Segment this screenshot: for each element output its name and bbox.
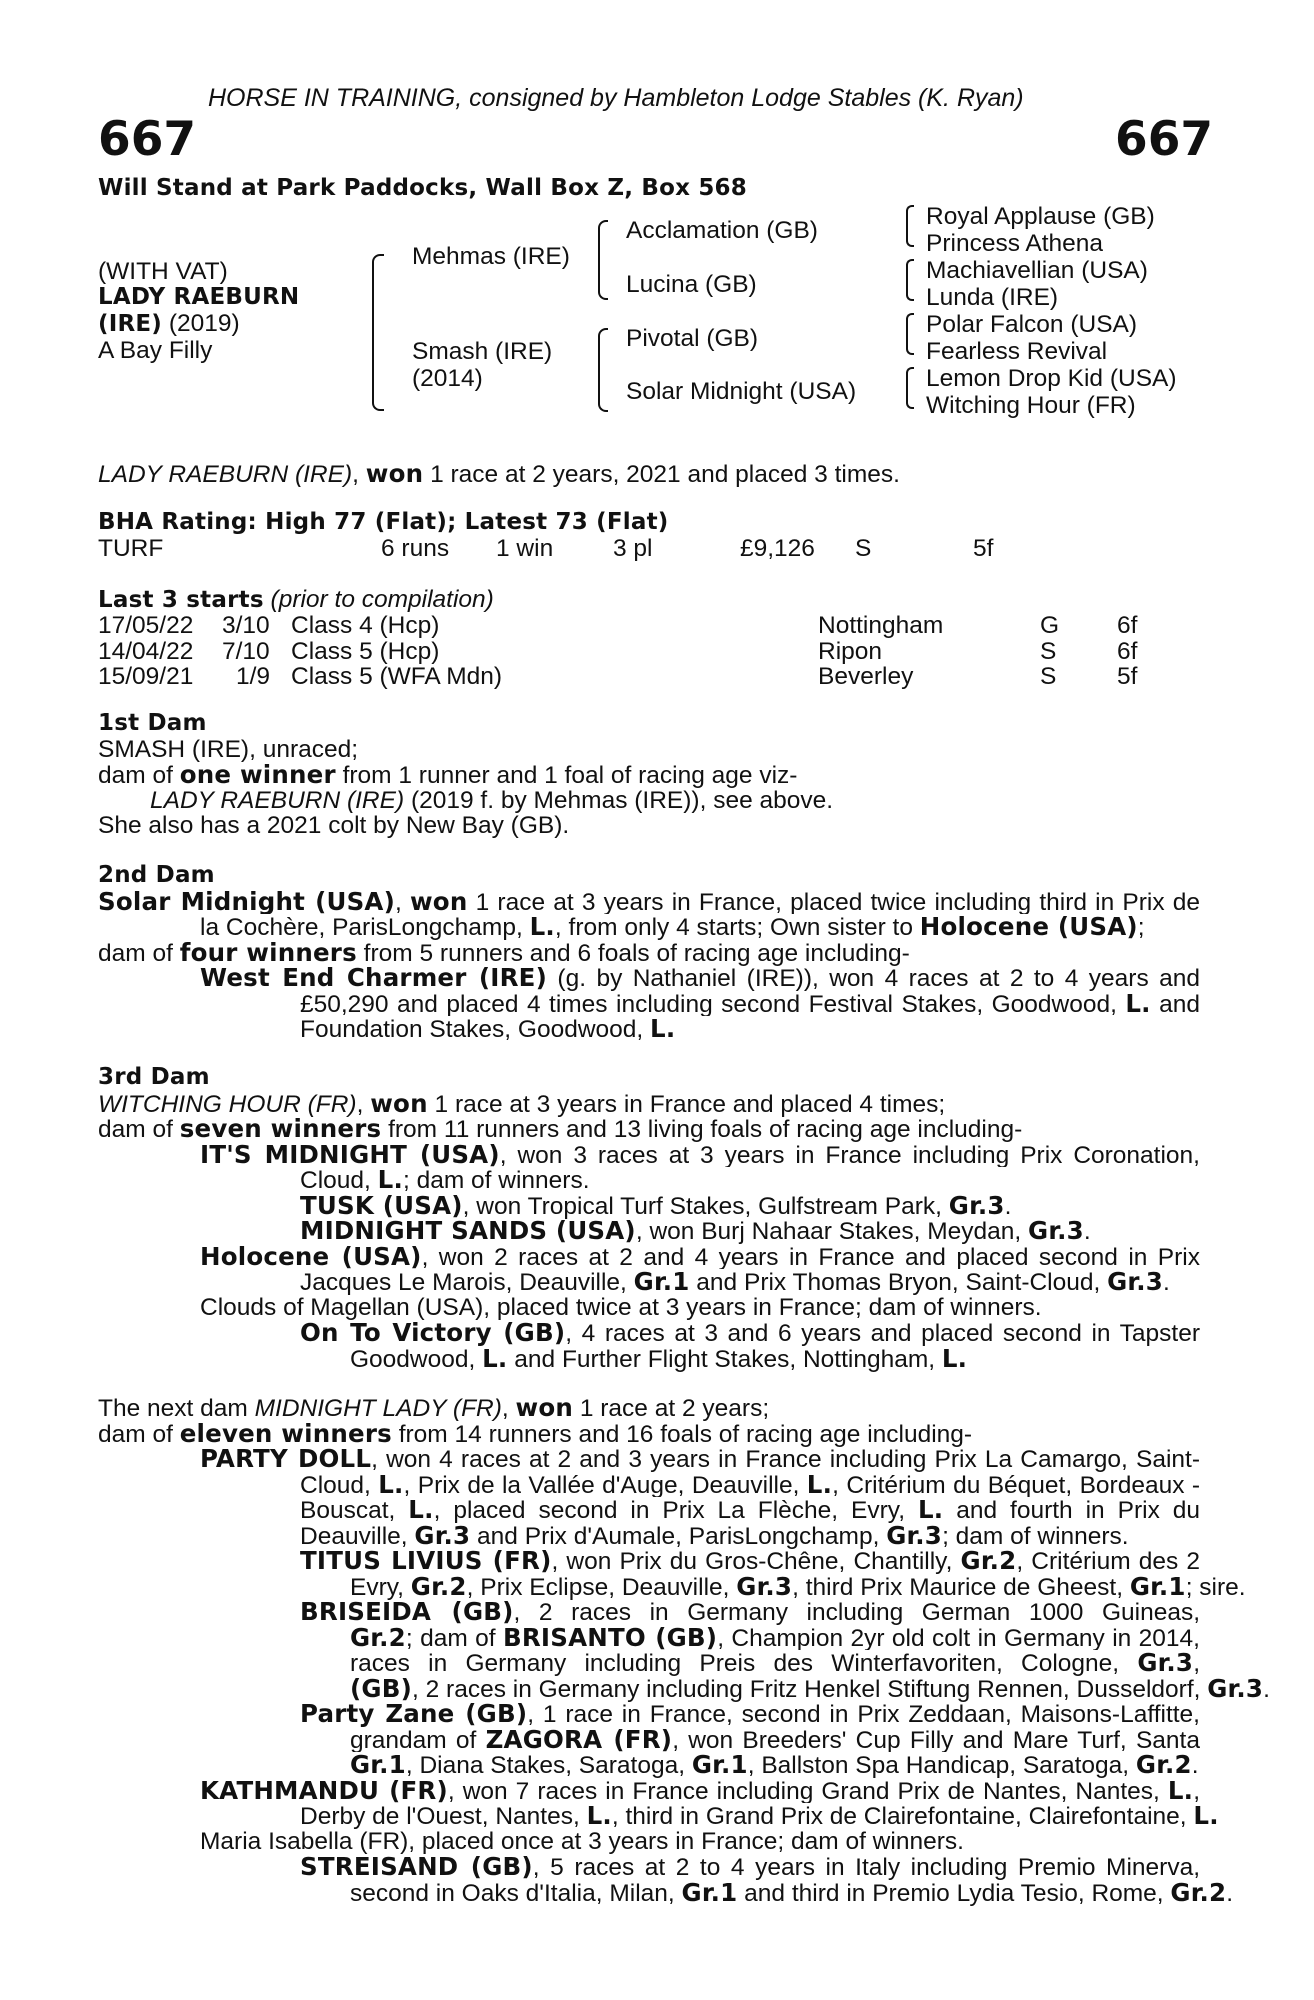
summary-name: LADY RAEBURN (IRE)	[98, 461, 353, 488]
start-going: G	[1040, 612, 1060, 639]
second-dam-line: West End Charmer (IRE) (g. by Nathaniel (IRE)), won 4 races at 2 to 4 years and	[200, 965, 1200, 991]
first-dam-line: LADY RAEBURN (IRE) (2019 f. by Mehmas (IRE)), see above.	[150, 786, 834, 814]
third-dam-heading: 3rd Dam	[98, 1064, 210, 1090]
third-dam-line: WITCHING HOUR (FR), won 1 race at 3 years in France and placed 4 times;	[98, 1088, 946, 1118]
last-starts-table	[98, 613, 1148, 690]
next-dam-line: Maria Isabella (FR), placed once at 3 years in France; dam of winners.	[200, 1827, 964, 1855]
pedigree-gen3-2: Princess Athena	[926, 230, 1104, 257]
summary-rest: 1 race at 2 years, 2021 and placed 3 times.	[423, 461, 900, 488]
pedigree-brace-g3-1	[906, 205, 914, 247]
start-course: Beverley	[818, 663, 914, 690]
start-race: Class 4 (Hcp)	[291, 612, 440, 639]
pedigree-gen3-8: Witching Hour (FR)	[926, 392, 1136, 419]
location-line: Will Stand at Park Paddocks, Wall Box Z, Box 568	[98, 175, 747, 201]
start-row	[98, 613, 1148, 639]
rating-surface: TURF	[98, 535, 164, 562]
third-dam-line: Clouds of Magellan (USA), placed twice at 3 years in France; dam of winners.	[200, 1293, 1042, 1321]
pedigree-gen2-2: Lucina (GB)	[626, 271, 757, 298]
third-dam-line: TUSK (USA), won Tropical Turf Stakes, Gulfstream Park, Gr.3.	[300, 1190, 1012, 1220]
next-dam-line: KATHMANDU (FR), won 7 races in France including Grand Prix de Nantes, Nantes, L.,	[200, 1777, 1200, 1803]
horse-name: LADY RAEBURN	[98, 284, 300, 310]
rating-going: S	[855, 535, 872, 562]
summary-won: won	[365, 459, 424, 488]
next-dam-line: BRISEIDA (GB), 2 races in Germany including German 1000 Guineas,	[300, 1599, 1200, 1625]
start-course: Nottingham	[818, 612, 944, 639]
next-dam-line: Derby de l'Ouest, Nantes, L., third in Grand Prix de Clairefontaine, Clairefontaine, L.	[300, 1801, 1219, 1830]
race-summary	[98, 461, 900, 488]
next-dam-line: grandam of ZAGORA (FR), won Breeders' Cup Filly and Mare Turf, Santa	[350, 1726, 1200, 1752]
start-race: Class 5 (Hcp)	[291, 637, 440, 665]
first-dam-line: dam of one winner from 1 runner and 1 foal of racing age viz-	[98, 760, 798, 789]
rating-wins: 1 win	[496, 535, 554, 562]
second-dam-line: dam of four winners from 5 runners and 6 foals of racing age including-	[98, 937, 910, 967]
second-dam-section	[98, 863, 1200, 1042]
pedigree-gen3-4: Lunda (IRE)	[926, 284, 1059, 311]
next-dam-line: races in Germany including Preis des Winterfavoriten, Cologne, Gr.3,	[350, 1650, 1200, 1676]
pedigree-gen3-6: Fearless Revival	[926, 338, 1108, 365]
next-dam-line: (GB), 2 races in Germany including Fritz Henkel Stiftung Rennen, Dusseldorf, Gr.3.	[350, 1673, 1270, 1703]
next-dam-line: PARTY DOLL, won 4 races at 2 and 3 years in France including Prix La Camargo, Saint-	[200, 1446, 1200, 1472]
next-dam-line: Evry, Gr.2, Prix Eclipse, Deauville, Gr.3, third Prix Maurice de Gheest, Gr.1; sire.	[350, 1571, 1246, 1601]
start-position: 3/10	[222, 612, 270, 639]
start-position: 7/10	[222, 637, 270, 665]
next-dam-line: Bouscat, L., placed second in Prix La Flèche, Evry, L. and fourth in Prix du	[300, 1497, 1200, 1523]
start-distance: 6f	[1117, 637, 1138, 665]
start-distance: 6f	[1117, 612, 1138, 639]
next-dam-section	[98, 1393, 1270, 1907]
start-row	[98, 664, 1148, 690]
start-distance: 5f	[1117, 663, 1138, 690]
second-dam-heading: 2nd Dam	[98, 862, 215, 888]
second-dam-line: £50,290 and placed 4 times including second Festival Stakes, Goodwood, L. and	[300, 990, 1200, 1016]
horse-suffix: (IRE)	[98, 311, 163, 337]
third-dam-line: Holocene (USA), won 2 races at 2 and 4 years in France and placed second in Prix	[200, 1243, 1200, 1269]
pedigree-brace-main	[372, 254, 384, 411]
summary-comma: ,	[352, 461, 366, 488]
third-dam-line: dam of seven winners from 11 runners and 13 living foals of racing age including-	[98, 1114, 1023, 1143]
pedigree-gen3-3: Machiavellian (USA)	[926, 257, 1148, 284]
third-dam-line: Cloud, L.; dam of winners.	[300, 1165, 590, 1194]
start-course: Ripon	[818, 637, 883, 665]
vat-label: (WITH VAT)	[98, 258, 228, 285]
pedigree-gen2-1: Acclamation (GB)	[626, 217, 818, 244]
third-dam-section	[98, 1065, 1200, 1371]
pedigree-brace-g3-2	[906, 259, 914, 301]
third-dam-line: On To Victory (GB), 4 races at 3 and 6 years and placed second in Tapster	[300, 1320, 1200, 1346]
next-dam-line: second in Oaks d'Italia, Milan, Gr.1 and third in Premio Lydia Tesio, Rome, Gr.2.	[350, 1877, 1234, 1907]
next-dam-line: Deauville, Gr.3 and Prix d'Aumale, ParisLongchamp, Gr.3; dam of winners.	[300, 1520, 1129, 1550]
pedigree-brace-g3-4	[906, 367, 914, 409]
last-starts-note: (prior to compilation)	[270, 586, 494, 613]
pedigree-brace-g3-3	[906, 313, 914, 355]
first-dam-section	[98, 711, 1200, 839]
last-starts-label: Last 3 starts	[98, 587, 264, 613]
pedigree-brace-sire	[598, 220, 608, 300]
second-dam-line: Solar Midnight (USA), won 1 race at 3 years in France, placed twice including third in Prix de	[98, 888, 1200, 914]
horse-description: A Bay Filly	[98, 337, 213, 364]
pedigree-gen3-7: Lemon Drop Kid (USA)	[926, 365, 1177, 392]
start-date: 15/09/21	[98, 663, 194, 690]
next-dam-line: Party Zane (GB), 1 race in France, second in Prix Zeddaan, Maisons-Laffitte,	[300, 1701, 1200, 1727]
second-dam-line: Foundation Stakes, Goodwood, L.	[300, 1014, 676, 1043]
start-going: S	[1040, 637, 1057, 665]
pedigree-dam: Smash (IRE)	[412, 338, 553, 365]
rating-runs: 6 runs	[381, 535, 450, 562]
start-going: S	[1040, 663, 1057, 690]
pedigree-gen3-5: Polar Falcon (USA)	[926, 311, 1138, 338]
first-dam-line: She also has a 2021 colt by New Bay (GB).	[98, 812, 570, 839]
pedigree-dam-year: (2014)	[412, 365, 483, 392]
second-dam-line: la Cochère, ParisLongchamp, L., from only 4 starts; Own sister to Holocene (USA);	[200, 912, 1145, 941]
bha-rating: BHA Rating: High 77 (Flat); Latest 73 (Flat)	[98, 509, 669, 535]
pedigree-gen2-4: Solar Midnight (USA)	[626, 378, 857, 405]
rating-placed: 3 pl	[613, 535, 653, 562]
start-date: 14/04/22	[98, 637, 194, 665]
start-position: 1/9	[236, 663, 271, 690]
pedigree-brace-dam	[598, 328, 608, 412]
pedigree-gen2-3: Pivotal (GB)	[626, 325, 759, 352]
consignor-line: HORSE IN TRAINING, consigned by Hambleton Lodge Stables (K. Ryan)	[208, 84, 1024, 112]
lot-number-left: 667	[98, 112, 197, 167]
third-dam-line: MIDNIGHT SANDS (USA), won Burj Nahaar Stakes, Meydan, Gr.3.	[300, 1216, 1091, 1245]
pedigree-gen3-1: Royal Applause (GB)	[926, 203, 1155, 230]
first-dam-heading: 1st Dam	[98, 710, 207, 736]
rating-earnings: £9,126	[740, 535, 815, 562]
start-race: Class 5 (WFA Mdn)	[291, 663, 503, 690]
next-dam-line: STREISAND (GB), 5 races at 2 to 4 years in Italy including Premio Minerva,	[300, 1854, 1200, 1880]
horse-suffix-year	[98, 311, 240, 338]
next-dam-line: Gr.1, Diana Stakes, Saratoga, Gr.1, Ballston Spa Handicap, Saratoga, Gr.2.	[350, 1750, 1199, 1779]
next-dam-line: TITUS LIVIUS (FR), won Prix du Gros-Chêne, Chantilly, Gr.2, Critérium des 2	[300, 1548, 1200, 1574]
horse-year: (2019)	[168, 310, 240, 337]
next-dam-line: dam of eleven winners from 14 runners and 16 foals of racing age including-	[98, 1418, 973, 1448]
start-date: 17/05/22	[98, 612, 194, 639]
next-dam-line: The next dam MIDNIGHT LADY (FR), won 1 race at 2 years;	[98, 1393, 770, 1422]
first-dam-line: SMASH (IRE), unraced;	[98, 735, 359, 763]
third-dam-line: IT'S MIDNIGHT (USA), won 3 races at 3 years in France including Prix Coronation,	[200, 1141, 1200, 1167]
third-dam-line: Jacques Le Marois, Deauville, Gr.1 and Prix Thomas Bryon, Saint-Cloud, Gr.3.	[300, 1267, 1170, 1296]
next-dam-line: Cloud, L., Prix de la Vallée d'Auge, Deauville, L., Critérium du Béquet, Bordeaux -	[300, 1471, 1200, 1497]
lot-number-right: 667	[1115, 112, 1214, 167]
third-dam-line: Goodwood, L. and Further Flight Stakes, Nottingham, L.	[350, 1343, 968, 1373]
pedigree-sire: Mehmas (IRE)	[412, 243, 570, 270]
rating-distance: 5f	[973, 535, 994, 562]
next-dam-line: Gr.2; dam of BRISANTO (GB), Champion 2yr old colt in Germany in 2014,	[350, 1624, 1200, 1650]
start-row	[98, 639, 1148, 665]
last-starts-heading	[98, 587, 494, 614]
